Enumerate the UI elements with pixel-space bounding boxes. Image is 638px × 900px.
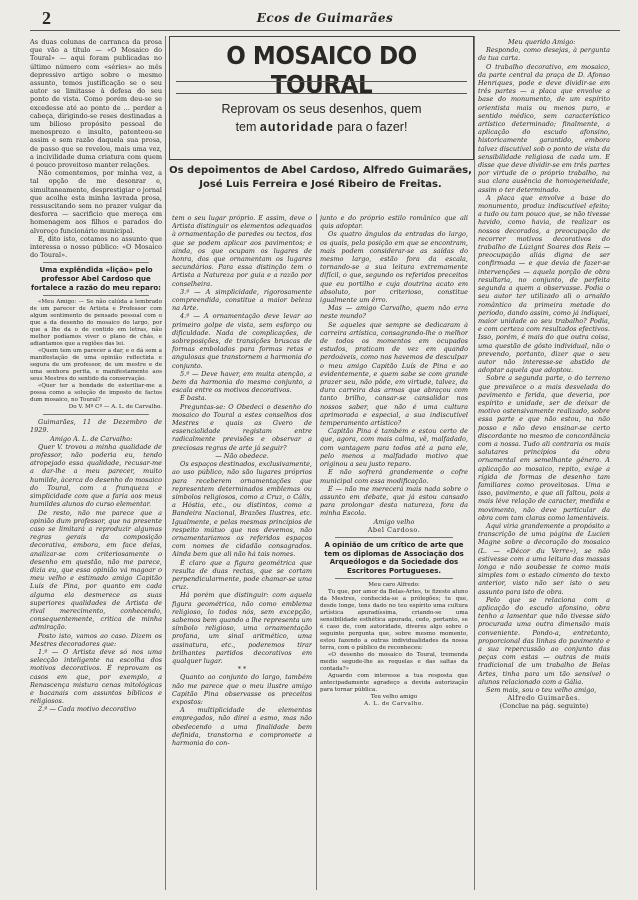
paragraph: A multiplicidade de elementos empregados, não direi a esmo, mas não obedecendo a uma finalidade bem definida, transtorna e compromete a harmonia do con- [172,706,312,747]
quote-paragraph: «Quer ter a bondade de esteriliar-me a possa como a solução de imposto de factos dum mosaico, no Toural? [30,383,162,404]
dateline: Guimarães, 11 de Dezembro de 1929. [30,418,162,435]
paragraph: É basta. [180,394,207,403]
salutation: Amigo A. L. de Carvalho: [50,434,133,443]
paragraph: Há porém que distinguir: com aquela figura geométrica, não como emblema religioso, lo todos nós, sem excepção, sabemos bem quando a lhe representa um símbolo religioso, uma ornamentação profana, um sinal aritmético, uma assinatura, etc., poderemos tirar brilhantes partidos decorativos em qualquer lugar. [172,591,312,665]
subtitle-part-a: tem [235,120,260,134]
column-3 [320,214,468,890]
paragraph: 1.º — O Artista deve só nos uma selecção inteligente na escolha dos motivos decorativos. É reprovam os casos em que, por exemplo, a Renascença mistura cenas mitológicas e bacanais com assuntos bíblicos e religiosos. [30,647,162,706]
section-heading: Uma explêndida «lição» pelo professor Abel Cardoso que fortalece a razão do meu reparo: [31,266,161,292]
closing: Teu velho amigo [370,694,418,701]
paragraph: Mas — amigo Carvalho, quem não erra neste mundo? [320,304,468,321]
page-number: 2 [42,8,51,28]
paragraph: 4.º — A ornamentação deve levar ao primeiro golpe de vista, sem esforço ou dificuldade. Nada de complicações, de sobreposições, de transições bruscas de formas embolados para formas retas e angulosas que transtornem a harmonia do conjunto. [172,312,312,370]
column-2 [172,214,312,890]
paragraph: 3.º — A simplicidade, rigorosamente compreendida, constitue a maior beleza na Arte. [172,287,312,313]
title-rule [176,81,467,82]
signature: A. L. de Carvalho. [364,701,424,708]
paragraph: — Não obedece. [215,451,269,460]
paragraph: E, dito isto, cotamos no assunto que interessa o nosso público: «O Mosaico do Toural». [30,234,162,260]
divider [43,295,149,296]
paragraph: Os espaços destinados, exclusivamente, ao uso público, não são lugares próprios para receberem ornamentações que representem determinados emblemas ou símbolos religiosos, como a Cruz, o Cálix, a Hóstia, etc., ou distintos, como a Bandeira Nacional, Brazões Ilustres, etc. Igualmente, e pelas mesmas princípios de respeito mútuo que nos devemos, não ornamentariamos os referidos espaços com nomes de cidadão consagrados. Ainda bem que ali não há tais nomes. [172,460,312,559]
paragraph: Preguntas-se: O Obedeci o desenho do mosaico do Toural a estes conselhos dos Mestres e quais as Gvero de essencialidade registam entre radicalmente previsões e observar a preciosas regras de arte já seguir? [172,402,312,452]
signature-small: Do V. Mº Cº — A. L. de Carvalho. [68,404,162,411]
paragraph: O trabalho decorativo, em mosaico, da parte central da praça de D. Afonso Henriques, pode e deve dividir-se em três partes — a placa que envolve a base do monumento, de um espírito orientista mais ou menos puro, e sentido médico, sem característico artístico determinado; finalmente, a aplicação do escudo afonsino, historicamente garantido, embora talvez discutível sob o ponto de vista da sensibilidade religiosa de cada um. E disse que deve dividir-se em três partes por virtude de o próprio trabalho, na sua clara ausência de homogeneidade, assim o ter determinado. [478,62,610,194]
quote-paragraph: «Quem tem um parecer a dar, e o dá sem a manifestação de uma opinião reflectida e segura de um professor, de um mestre e de uma senhora perita, e manifestamente aos seus Mestres do sentido da conservação. [30,348,162,383]
headline-box [169,36,474,160]
quote-paragraph: «O desenho do mosaico do Toural, tremenda medio segude-lhe as requelas e das saltas da contada?» [320,652,468,673]
salutation: Meu querido Amigo: [508,38,576,46]
subtitle-part-c: para o fazer! [333,120,408,134]
paragraph: É claro que a figura geométrica que resulta de duas rectas, que se cortam perpendicularmente, pode chamar-se uma cruz. [172,558,312,592]
paragraph: Quanto ao conjunto do largo, também não me parece que o meu ilustre amigo Capitão Pina observasse os preceitos expostos: [172,673,312,706]
column-divider [316,214,317,890]
continuation-note: (Conclue na pág. seguinte) [499,702,589,711]
paragraph: Se aqueles que sempre se dedicaram à carreira artística, consagrando-lhe o melhor de todos os momentos em ocupados estudos, praticam de vez em quando perdoáveis, como nos havemos de desculpar o meu amigo Capitão Luís de Pina e ao evidentemente, e quem sabe se com grande prazer seu, não pôde, em virtude, talvez, da dura carreira das armas que abraçou com tanto brilho, cansar-se cansalidar nos nossos saber, que não é uma cultura aprimorada e especial, a sua indiscutível temperamento artístico? [320,320,468,428]
paragraph: Aqui viria grandemente a propósito a transcrição de uma página de Lucien Magne sobre a decoração do mosaico (L. — «Décor du Verre»), se não estivesse com a uma leitura das massas longa e não soubesse te como mais simples tom o estado cimento do texto anterior, visto não ser isto o seu assunto para isto de obra. [478,521,610,596]
column-divider [165,36,166,890]
column-4 [478,38,610,890]
masthead: Ecos de Guimarães [256,11,394,25]
paragraph: junto e do próprio estilo românico que ali quis adoptar. [320,214,468,231]
signature: Alfredo Guimarães. [507,694,581,703]
headline-title: O MOSAICO DO TOURAL [226,41,417,99]
paragraph: Pelo que se relaciona com a aplicação do escudo afonsino, obra tenho a lamentar que não tivesse sido procurada uma outra dimensão mais conveniente. Pondo-a, entretanto, proporcional das linhas do pavimento e a sua repercussão ao conjunto das peças com estas — outras de mais tradicional de um trabalho de Belas Artes, tinha para um tão sensível o alunos relacionado com a Gália. [478,595,610,686]
paragraph: A placa que envolve a base do monumento, produz indiscutível efeito; a tudo ou tam pouco que, se não tivesse havido, como havia, de realizar os nossos decorados, a preocupação de recorrer motivos decorativos do trabalho de Lúzignt Soares dos Reis — preocupação aliás digna de ser confirmada — e que devia de fazer-se intervenções — aquela porção de obra resultaria, no conjunto, de perfeita segunda a quem a observasse. Podia o seu autor ter utilizado ali o arnaldo romântico da primeira metade do período, dando assim, como já indiquei, maior unidade ao seu trabalho? Podia, e com certeza com resultados efectivos. Isso, porém, é mais do que outra coisa, uma questão de gôsto individual, não o prevendo, portanto, dizer que o seu autor não interesse-se abstido de adoptar aquela que adoptou. [478,193,610,375]
paragraph: Respondo, como desejas, à pergunta da tua carta. [478,46,610,63]
paragraph: tem o seu lugar próprio. E assim, deve o Artista distinguir os elementos adequados à ornamentação de paredes ou tectos, dos que se podem aplicar aos pavimentos; e ainda, os que ocupam os lugares de honra, dos que ornamentam os lugares secundários. Para essa distinção tem o Artista a Natureza por guia e a razão por conselheira. [172,214,312,288]
paragraph: 2.º — Cada motivo decorativo [38,705,137,714]
quote-paragraph: Aguardo com interesse a tua resposta que antecipadamente agradeço a devida autorização para tornar pública. [320,673,468,694]
page-header [30,10,620,31]
subtitle-emphasis: autoridade [259,120,334,134]
divider [43,414,149,415]
paragraph: Não comentemos, por minha vez, a tal opção de me desonrar e, simultaneamente, desprestigiar o jornal que acolhe esta minha lavrada prosa, ressuscitando sem no prazer vulgar da desforra — sacrificio que mereça em homenagem aos filhos e parados do alvoroço funcionário municipal. [30,169,162,235]
paragraph: 5.º — Deve haver, em muita atenção, a bem da harmonia do mesmo conjunto, a escala entre os motivos decorativos. [172,369,312,395]
subtitle-line1: Reprovam os seus desenhos, quem [221,102,422,116]
column-divider [474,36,475,890]
divider [335,537,453,538]
box-heading: A opinião de um crítico de arte que tem os diplomas de Associação dos Arqueólogos e da Sociedade dos Escritores Portugueses. [324,540,464,575]
paragraph: Os quatro ângulos da entradas do largo, os quais, pela posição em que se encontram, mais podem considerar-se as saídas do mesmo largo, estão fora da escala, tornando-se a sua leitura extremamente difícil, o que, segundo os referidos preceitos que eu portilho e cuja doutrina acato em absoluto, por criterioso, constitue igualmente um êrro. [320,230,468,305]
paragraph: De resto, não me parece que a opinião dum professor, que na presente caso se limitará a reproduzir algumas regras gerais da composição decorativa, embora, em face delas, analizar-se com criteriosamente o desenho em questão, não me parece, dizia eu, que essa opinião vá magoar o meu velho e estimado amigo Capitão Luís de Pina, por quanto em cada alguma ela desmerece as suas superiores qualidades de Artista de rival merecimento, conhecendo, consequentemente, critica de minha admiração. [30,508,162,632]
paragraph: Posto isto, vamos ao caso. Dizem os Mestres decoradores que: [30,631,162,648]
paragraph: Capitão Pina é também e estou certo de que, agora, com mais calma, vê, malfadado, com vantagem para todos até a para ele, pelo menos a malfadado motivo que originou a seu justo reparo. [320,427,468,469]
intro-paragraph: As duas colunas de carranca da prosa que vão a título — «O Mosaico do Toural» — aqui foram publicadas no último número com «séries» ao mês depressivo artigo sobre o mesmo assunto, temos justificação se o seu autor se limitasse à defesa do seu ponto de vista. Como porém deu-se se excedesse até ao ponto de ... perder a cabeça, dirigindo-se reses destinadas a um bilioso propósito pessoal de menosprezo e insulto, patenteou-se assim e sem razão daquela sua prosa, de passo que se revelou, mais uma vez, a incivilidade duma criatura com quem é pouco proveitoso manter relações. [30,38,162,170]
divider [335,578,453,579]
closing: Amigo velho [373,517,415,526]
salutation: Meu caro Alfredo: [368,582,420,589]
paragraph: E não sofrerá grandemente o cofre municipal com essa modificação. [320,468,468,485]
closing: Sem mais, sou o teu velho amigo, [486,686,597,695]
divider [43,262,149,263]
column-1 [30,38,162,890]
paragraph: Quer V. trovou a minha qualidade de professor, não poderia eu, tendo atropejado essa qualidade, recusar-me a dar-lhe a meu parecer, muito humilde, àcerca do desenho do mosaico do Toural, com a franqueza e simplicidade com que a faria aos meus humildes alunos do curso elementar. [30,442,162,509]
subtitle-rule [176,93,467,94]
subtitle-line2 [170,119,473,135]
signature: Abel Cardoso. [367,525,421,534]
depoimentos-heading: Os depoimentos de Abel Cardoso, Alfredo Guimarães, José Luis Ferreira e José Ribeiro de Freitas. [169,165,472,190]
quote-paragraph: «Meu Amigo: — Se não calúda a lembrado de um parecer de Artista e Professor com algum sentimento de pensado pessoal com o que a da desenho do mosaico do largo, por que a lhe da o de contido em letras, não melhor podíamos viver o plano de chás, e adiantamos que a regiões das lei. [30,299,162,348]
paragraph: É — não me merecerá mais nada sobre o assunto em debate, que já estou cansado para prolongar desta natureza, fora da minha Escola. [320,484,468,518]
quote-paragraph: Tu que, por amor da Belas-Artes, te fizeste aluno da Mestres, conhecida-se a prólegões; tu que, desde longe, tens dado no teu espírito uma cultura artística apuradíssima, criando-se uma sensibilidade esthética apurada, cedo, portanto, se é caso de, com autoridade, diveres algo sobre o seguinte pergunta que, sobre mesmo momento, estou fazendo a outras individualidades da nossa terra, com o público de reconheceu: [320,589,468,652]
section-stars: * * [237,665,247,674]
paragraph: Sobre a segunda parte, o do terreno que prevalece o a mais desvelada do pavimento e ferida, que deveria, por espírito e unidade, ser de deixar de motivo ostensivamente realizado, sobre essa parte e que não estou, na não posso e não devo ensinar-se certo discordante no mesmo de concordância com a nossa. Tudo ali contraria os mais salutares princípios da obra ornamental em semelhante gênero. A aplicação ao mosaico, repito, exige a rígida de formas de desenho tam familiares como proveitosas. Uma e isso, pavimento, e que ali faltou, pois a mais léve relação de caracter, medida e movimento, não deve particular da obra com tam claras como lamentáveis. [478,374,610,522]
